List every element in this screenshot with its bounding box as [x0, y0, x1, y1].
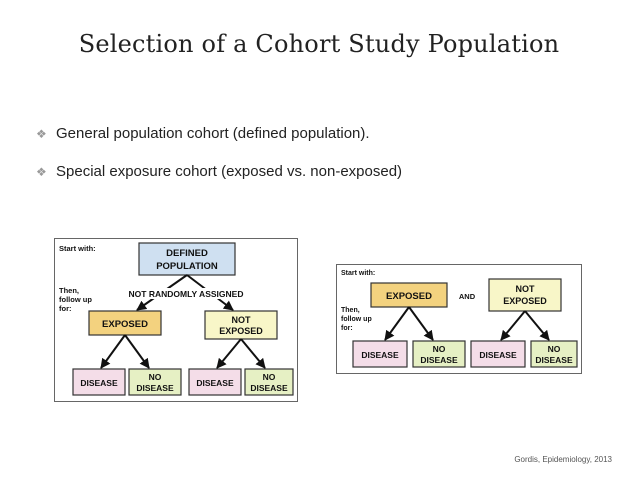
citation: Gordis, Epidemiology, 2013 — [514, 455, 612, 464]
arrow-exposed-to-disease — [385, 307, 409, 340]
slide-title: Selection of a Cohort Study Population — [78, 30, 560, 58]
not-label: NOT — [515, 284, 535, 294]
disease-label: DISEASE — [479, 350, 517, 360]
no-label: NO — [547, 344, 561, 354]
exposed-label: EXPOSED — [386, 291, 432, 302]
follow-up-label: follow up — [341, 316, 372, 323]
then-label: Then, — [59, 286, 79, 295]
disease-label: DISEASE — [361, 350, 399, 360]
bullet-text: General population cohort (defined population). — [56, 125, 370, 142]
arrow-not-exposed-to-no-disease — [241, 339, 265, 368]
no-disease-label: DISEASE — [136, 383, 174, 393]
not-exposed-label: EXPOSED — [219, 326, 263, 336]
diamond-bullet-icon: ❖ — [36, 127, 47, 141]
and-label: AND — [458, 292, 476, 301]
defined-label: DEFINED — [166, 248, 208, 259]
no-disease-label: DISEASE — [420, 355, 458, 365]
population-label: POPULATION — [156, 261, 218, 272]
no-disease-label: DISEASE — [535, 355, 573, 365]
not-label: NOT — [231, 315, 251, 325]
bullet-text: Special exposure cohort (exposed vs. non-exposed) — [56, 163, 403, 180]
disease-label: DISEASE — [196, 378, 234, 388]
arrow-exposed-to-disease — [101, 335, 125, 368]
not-randomly-assigned-label: NOT RANDOMLY ASSIGNED — [128, 289, 244, 299]
exposed-label: EXPOSED — [102, 319, 148, 330]
arrow-exposed-to-no-disease — [125, 335, 149, 368]
no-label: NO — [148, 372, 162, 382]
arrow-not-exposed-to-disease — [501, 311, 525, 340]
no-disease-label: DISEASE — [250, 383, 288, 393]
for-label: for: — [59, 304, 72, 313]
not-exposed-label: EXPOSED — [503, 296, 547, 306]
follow-up-label: follow up — [59, 295, 92, 304]
general-population-cohort-diagram — [54, 238, 298, 402]
start-with-label: Start with: — [341, 270, 376, 277]
diamond-bullet-icon: ❖ — [36, 165, 47, 179]
diagram-canvas-1 — [55, 239, 297, 401]
bullet-general-population — [36, 125, 370, 142]
arrow-not-exposed-to-disease — [217, 339, 241, 368]
diagram-canvas-2 — [337, 265, 581, 373]
arrow-exposed-to-no-disease — [409, 307, 433, 340]
no-label: NO — [262, 372, 276, 382]
bullet-special-exposure — [36, 163, 402, 180]
special-exposure-cohort-diagram — [336, 264, 582, 374]
then-label: Then, — [341, 307, 360, 314]
start-with-label: Start with: — [59, 244, 96, 253]
arrow-not-exposed-to-no-disease — [525, 311, 549, 340]
no-label: NO — [432, 344, 446, 354]
disease-label: DISEASE — [80, 378, 118, 388]
for-label: for: — [341, 325, 353, 332]
